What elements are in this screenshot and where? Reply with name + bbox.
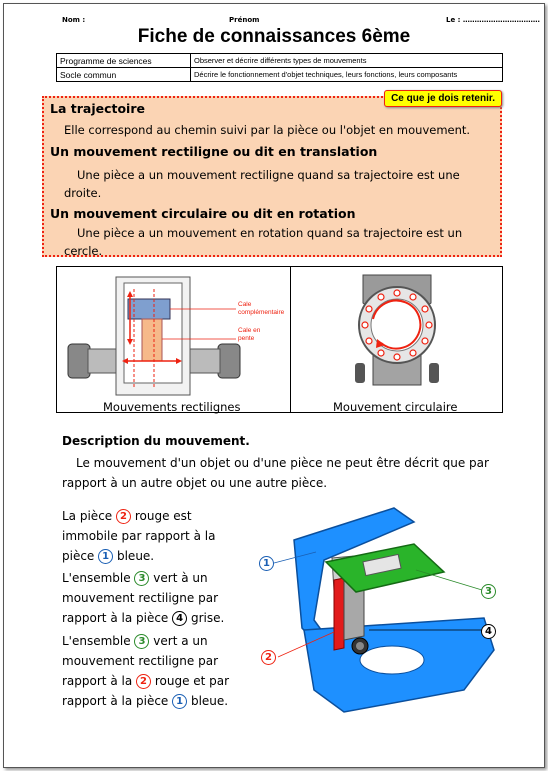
label-cale-pente-2: pente [238, 335, 255, 342]
table-key: Socle commun [57, 68, 191, 82]
retain-tag: Ce que je dois retenir. [384, 90, 502, 107]
caption-circular: Mouvement circulaire [333, 400, 458, 414]
statement-text: L'ensemble [62, 634, 131, 648]
heading-rectiligne: Un mouvement rectiligne ou dit en translation [50, 144, 378, 159]
table-row [57, 68, 503, 82]
table-row [57, 54, 503, 68]
nom-label: Nom : [62, 16, 86, 24]
statement-text: grise. [190, 611, 225, 625]
statement-text: bleue. [190, 694, 229, 708]
text-circulaire-2: cercle. [64, 244, 103, 258]
description-text [62, 453, 502, 493]
description-body: Le mouvement d'un objet ou d'une pièce ne peut être décrit que par rapport à un autre objet ou une autre pièce. [62, 456, 489, 490]
statement-1 [62, 506, 237, 566]
callout-3-icon: 3 [134, 634, 149, 649]
callout-1-icon: 1 [172, 694, 187, 709]
callout-3-icon: 3 [134, 571, 149, 586]
label-cale-pente-1: Cale en [238, 327, 261, 334]
rectilinear-figure [58, 269, 290, 397]
callout-1-icon: 1 [98, 549, 113, 564]
assembly-figure [244, 500, 534, 720]
label-cale-comp-1: Cale [238, 301, 252, 308]
page-title: Fiche de connaissances 6ème [137, 26, 411, 47]
table-key: Programme de sciences [57, 54, 191, 68]
circular-figure [291, 269, 503, 397]
statement-3 [62, 631, 237, 711]
table-value: Décrire le fonctionnement d'objet techniques, leurs fonctions, leurs composants [191, 68, 503, 82]
callout-4-icon: 4 [172, 611, 187, 626]
callout-1-icon: 1 [259, 556, 274, 571]
heading-trajectoire: La trajectoire [50, 101, 145, 116]
callout-2-icon: 2 [116, 509, 131, 524]
heading-circulaire: Un mouvement circulaire ou dit en rotation [50, 206, 356, 221]
callout-2-icon: 2 [136, 674, 151, 689]
prenom-label: Prénom [229, 16, 260, 24]
program-table [56, 53, 503, 82]
statement-text: rouge et par rapport à la pièce [62, 674, 230, 708]
statement-text: vert à un mouvement rectiligne par rapport à la pièce [62, 571, 218, 625]
retain-panel [42, 93, 502, 258]
statement-text: La pièce [62, 509, 113, 523]
date-label: Le : …………………………… [446, 16, 540, 24]
text-trajectoire: Elle correspond au chemin suivi par la pièce ou l'objet en mouvement. [64, 123, 471, 137]
statement-text: L'ensemble [62, 571, 131, 585]
description-heading: Description du mouvement. [62, 434, 250, 448]
statement-text: bleue. [116, 549, 155, 563]
statement-text: vert a un mouvement rectiligne par rapport à la [62, 634, 218, 688]
text-rectiligne-2: droite. [64, 186, 102, 200]
callout-3-icon: 3 [481, 584, 496, 599]
figures-panel [56, 266, 503, 413]
caption-rectilinear: Mouvements rectilignes [103, 400, 241, 414]
label-cale-comp-2: complémentaire [238, 309, 285, 316]
table-value: Observer et décrire différents types de mouvements [191, 54, 503, 68]
statement-2 [62, 568, 237, 628]
callout-4-icon: 4 [481, 624, 496, 639]
text-rectiligne-1: Une pièce a un mouvement rectiligne quand sa trajectoire est une [77, 168, 460, 182]
worksheet-page [3, 3, 545, 768]
statement-text: rouge est immobile par rapport à la pièce [62, 509, 216, 563]
callout-2-icon: 2 [261, 650, 276, 665]
text-circulaire-1: Une pièce a un mouvement en rotation quand sa trajectoire est un [77, 226, 463, 240]
